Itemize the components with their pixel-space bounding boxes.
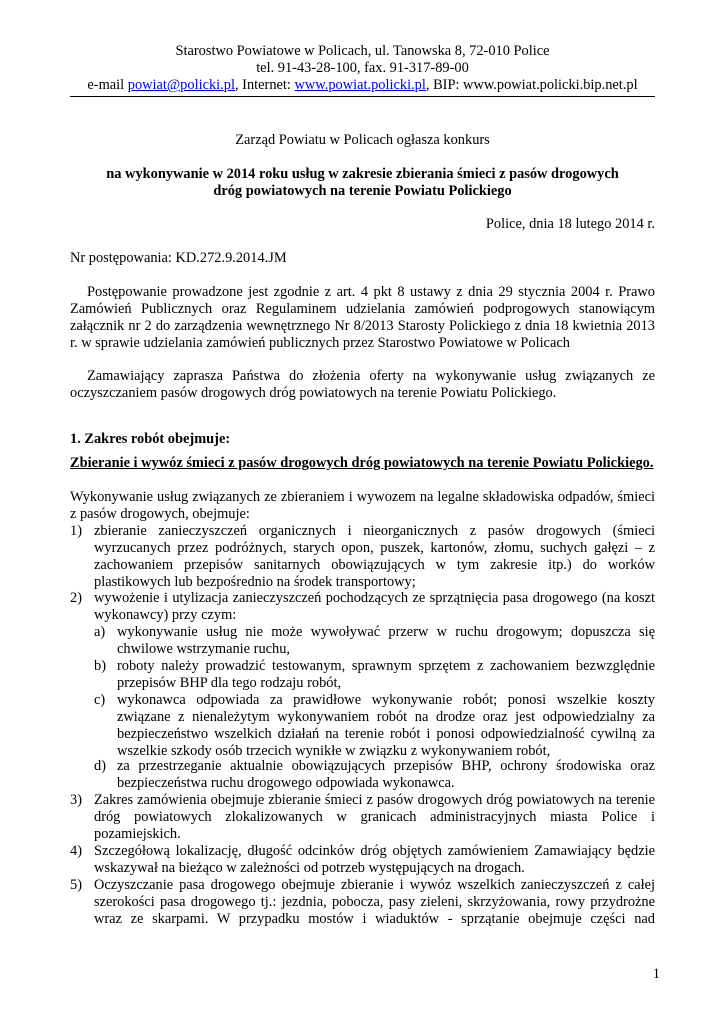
sub-item-text: za przestrzeganie aktualnie obowiązujących przepisów BHP, ochrony środowiska oraz bezpieczeństwa ruchu drogowego odpowiada wykonawca. bbox=[117, 758, 655, 791]
intro-text: Wykonywanie usług związanych ze zbieraniem i wywozem na legalne składowiska odpadów, śmieci z pasów drogowych, obejmuje: bbox=[70, 489, 655, 522]
sub-list-item bbox=[94, 624, 655, 658]
sub-item-text: wykonywanie usług nie może wywoływać przerw w ruchu drogowym; dopuszcza się chwilowe wstrzymanie ruchu, bbox=[117, 624, 655, 657]
list-item-text: Szczegółową lokalizację, długość odcinków dróg objętych zamówieniem Zamawiający będzie wskazywał na bieżąco w zależności od potrzeb występujących na drogach. bbox=[94, 843, 655, 876]
list-item bbox=[70, 523, 655, 591]
list-item-text: zbieranie zanieczyszczeń organicznych i nieorganicznych z pasów drogowych (śmieci wyrzucanych przez podróżnych, starych opon, puszek, kartonów, złomu, suchych gałęzi – z zachowaniem przepisów sanitarnych obowiązujących w tym zakresie itp.) do worków plastikowych lub bezpośrednio na środek transportowy; bbox=[94, 523, 655, 590]
list-item-text: Zakres zamówienia obejmuje zbieranie śmieci z pasów drogowych dróg powiatowych na terenie dróg powiatowych zlokalizowanych w granicach administracyjnych miasta Police i pozamiejskich. bbox=[94, 792, 655, 842]
sub-item-text: roboty należy prowadzić testowanym, sprawnym sprzętem z zachowaniem bezwzględnie przepisów BHP dla tego rodzaju robót, bbox=[117, 658, 655, 691]
list-item-number: 2) bbox=[70, 590, 82, 606]
list-item-number: 4) bbox=[70, 843, 82, 859]
title-line-1: na wykonywanie w 2014 roku usług w zakresie zbierania śmieci z pasów drogowych bbox=[106, 166, 619, 182]
header-phone: tel. 91-43-28-100, fax. 91-317-89-00 bbox=[256, 60, 469, 76]
list-item-number: 1) bbox=[70, 523, 82, 539]
sub-item-letter: c) bbox=[94, 692, 106, 708]
email-label: e-mail bbox=[87, 77, 128, 93]
case-number: Nr postępowania: KD.272.9.2014.JM bbox=[70, 250, 287, 266]
internet-label: , Internet: bbox=[234, 77, 295, 93]
header-divider bbox=[70, 96, 655, 97]
sub-list-item bbox=[94, 658, 655, 692]
page-number: 1 bbox=[652, 966, 660, 982]
section-heading: 1. Zakres robót obejmuje: bbox=[70, 431, 231, 447]
paragraph-legal-basis: Postępowanie prowadzone jest zgodnie z art. 4 pkt 8 ustawy z dnia 29 stycznia 2004 r. Prawo Zamówień Publicznych oraz Regulaminem udzielania zamówień podprogowych stanowiącym załącznik nr 2 do zarządzenia wewnętrznego Nr 8/2013 Starosty Polickiego z dnia 18 kwietnia 2013 r. w sprawie udzielania zamówień publicznych przez Starostwo Powiatowe w Policach bbox=[70, 284, 655, 351]
sub-item-letter: a) bbox=[94, 624, 106, 640]
sub-list-item bbox=[94, 758, 655, 792]
sub-item-letter: d) bbox=[94, 758, 106, 774]
list-item-number: 3) bbox=[70, 792, 82, 808]
list-item bbox=[70, 843, 655, 877]
list-item-text: wywożenie i utylizacja zanieczyszczeń pochodzących ze sprzątnięcia pasa drogowego (na koszt wykonawcy) przy czym: bbox=[94, 590, 655, 623]
sub-item-text: wykonawca odpowiada za prawidłowe wykonywanie robót; ponosi wszelkie koszty związane z nienależytym wykonywaniem robót na drodze oraz jest odpowiedzialny za bezpieczeństwo wszelkich działań na terenie robót i ponosi odpowiedzialność cywilną za wszelkie szkody osób trzecich wynikłe w związku z wykonywaniem robót, bbox=[117, 692, 655, 759]
list-item-number: 5) bbox=[70, 877, 82, 893]
sub-item-letter: b) bbox=[94, 658, 106, 674]
list-item bbox=[70, 792, 655, 843]
announcement: Zarząd Powiatu w Policach ogłasza konkurs bbox=[235, 132, 490, 148]
list-item bbox=[70, 590, 655, 624]
email-link[interactable]: powiat@policki.pl bbox=[127, 77, 235, 93]
header-contact bbox=[70, 77, 655, 94]
website-link[interactable]: www.powiat.policki.pl bbox=[294, 77, 426, 93]
paragraph-invitation: Zamawiający zaprasza Państwa do złożenia oferty na wykonywanie usług związanych ze oczyszczaniem pasów drogowych dróg powiatowych na terenie Powiatu Polickiego. bbox=[70, 368, 655, 401]
list-item-text: Oczyszczanie pasa drogowego obejmuje zbieranie i wywóz wszelkich zanieczyszczeń z całej szerokości pasa drogowego tj.: jezdnia, pobocza, pasy zieleni, skrzyżowania, rowy przydrożne wraz ze skarpami. W przypadku mostów i wiaduktów - sprzątanie obejmuje części nad bbox=[94, 877, 655, 927]
subtitle: Zbieranie i wywóz śmieci z pasów drogowych dróg powiatowych na terenie Powiatu Polickiego. bbox=[70, 455, 654, 471]
header-address: Starostwo Powiatowe w Policach, ul. Tanowska 8, 72-010 Police bbox=[175, 43, 550, 59]
bip-text: , BIP: www.powiat.policki.bip.net.pl bbox=[425, 77, 638, 93]
sub-list-item bbox=[94, 692, 655, 760]
title-line-2: dróg powiatowych na terenie Powiatu Polickiego bbox=[213, 183, 512, 199]
list-item bbox=[70, 877, 655, 928]
place-date: Police, dnia 18 lutego 2014 r. bbox=[485, 216, 655, 232]
